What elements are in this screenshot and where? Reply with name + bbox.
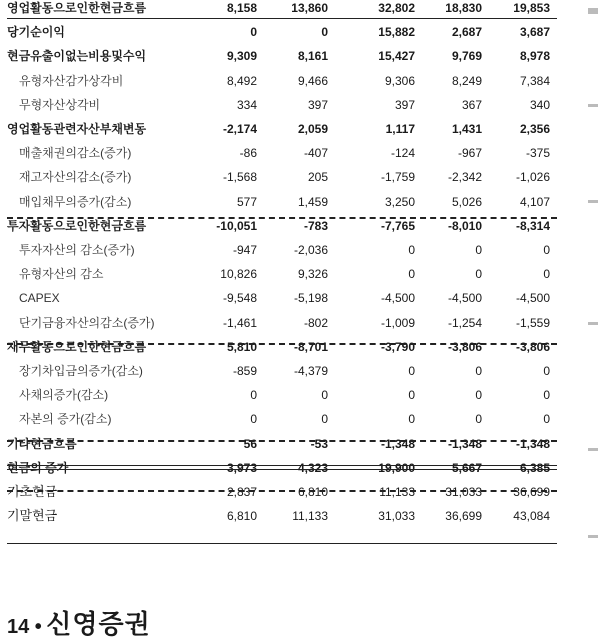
edge-mark — [588, 104, 598, 107]
row-label: 현금의 증가 — [7, 460, 69, 475]
edge-mark — [588, 448, 598, 451]
table-row — [0, 383, 560, 407]
row-label: 장기차입금의증가(감소) — [19, 364, 143, 378]
table-row — [0, 44, 560, 68]
table-row — [0, 311, 560, 335]
row-label: 기타현금흐름 — [7, 436, 77, 451]
cell-value: 0 — [475, 243, 482, 257]
row-label: 매입채무의증가(감소) — [19, 194, 132, 209]
cell-value: 8,249 — [451, 73, 482, 88]
cell-value: 2,356 — [519, 122, 550, 136]
cell-value: 8,492 — [226, 73, 257, 88]
table-row — [0, 480, 560, 504]
cell-value: -8,314 — [515, 218, 550, 233]
rule-dashed — [7, 343, 557, 345]
table-row — [0, 69, 560, 93]
table-row — [0, 335, 560, 359]
cell-value: 31,033 — [445, 485, 482, 499]
edge-mark — [588, 8, 598, 14]
row-label: 투자활동으로인한현금흐름 — [7, 218, 147, 233]
cell-value: -4,500 — [447, 291, 482, 306]
row-label: 매출채권의감소(증가) — [19, 146, 132, 161]
cell-value: -2,036 — [293, 243, 328, 257]
cell-value: -3,806 — [515, 339, 550, 354]
cell-value: 0 — [321, 412, 328, 427]
cell-value: 2,687 — [451, 25, 482, 40]
cell-value: -947 — [232, 243, 257, 257]
row-label: 유형자산감가상각비 — [19, 73, 124, 88]
cell-value: 577 — [236, 194, 257, 209]
cell-value: 9,466 — [297, 73, 328, 88]
cell-value: 0 — [408, 243, 415, 257]
cell-value: 19,853 — [513, 1, 550, 15]
cell-value: 1,117 — [385, 122, 415, 136]
cell-value: 0 — [408, 412, 415, 427]
table-row — [0, 407, 560, 431]
edge-mark — [588, 535, 598, 538]
cell-value: 5,026 — [451, 194, 482, 209]
cell-value: 8,158 — [226, 1, 257, 15]
cell-value: -10,051 — [216, 218, 257, 233]
cell-value: 8,978 — [519, 49, 550, 64]
cell-value: 5,667 — [451, 460, 482, 475]
edge-mark — [588, 322, 598, 325]
cell-value: 0 — [475, 388, 482, 403]
cell-value: -5,198 — [293, 291, 328, 306]
cell-value: 1,459 — [297, 194, 328, 209]
cell-value: -1,348 — [515, 436, 550, 451]
row-label: 투자자산의 감소(증가) — [19, 243, 135, 257]
cell-value: 0 — [543, 267, 550, 282]
cell-value: 340 — [529, 97, 550, 112]
cell-value: -1,348 — [447, 436, 482, 451]
cell-value: -859 — [232, 364, 257, 378]
cell-value: 5,810 — [226, 339, 257, 354]
edge-mark — [588, 200, 598, 203]
row-label: 기초현금 — [7, 484, 58, 499]
cell-value: -3,790 — [380, 339, 415, 354]
cell-value: -7,765 — [380, 218, 415, 233]
cell-value: 0 — [408, 267, 415, 282]
cell-value: 56 — [243, 436, 257, 451]
table-row — [0, 0, 560, 20]
cell-value: 15,427 — [378, 49, 415, 64]
cell-value: 32,802 — [378, 1, 415, 15]
row-label: 현금유출이없는비용및수익 — [7, 49, 147, 64]
cell-value: -8,701 — [293, 339, 328, 354]
cell-value: -86 — [239, 146, 257, 161]
row-label: 자본의 증가(감소) — [19, 412, 112, 427]
cell-value: 6,810 — [297, 485, 328, 499]
cell-value: 7,384 — [519, 73, 550, 88]
cell-value: 0 — [475, 364, 482, 378]
row-label: 기말현금 — [7, 508, 58, 524]
cell-value: 9,326 — [297, 267, 328, 282]
cell-value: -3,806 — [447, 339, 482, 354]
rule-dashed — [7, 440, 557, 442]
cell-value: 3,973 — [226, 460, 257, 475]
rule-dashed — [7, 217, 557, 219]
table-row — [0, 262, 560, 286]
cell-value: 4,323 — [297, 460, 328, 475]
cell-value: -967 — [457, 146, 482, 161]
rule-line — [7, 18, 557, 19]
cell-value: 3,250 — [384, 194, 415, 209]
cell-value: 9,309 — [226, 49, 257, 64]
row-label: 당기순이익 — [7, 25, 65, 40]
cell-value: 0 — [321, 25, 328, 40]
cell-value: -1,461 — [222, 315, 257, 330]
cell-value: -1,559 — [515, 315, 550, 330]
cell-value: 0 — [408, 364, 415, 378]
cell-value: -4,500 — [380, 291, 415, 306]
cell-value: 2,059 — [297, 122, 328, 136]
table-row — [0, 93, 560, 117]
rule-dashed — [7, 490, 557, 492]
cell-value: 36,699 — [513, 485, 550, 499]
cell-value: -1,009 — [380, 315, 415, 330]
cell-value: 0 — [321, 388, 328, 403]
row-label: 사채의증가(감소) — [19, 388, 109, 403]
table-row — [0, 117, 560, 141]
section-heading — [7, 604, 151, 644]
cell-value: 4,107 — [519, 194, 550, 209]
cell-value: -783 — [303, 218, 328, 233]
cell-value: 31,033 — [378, 509, 415, 524]
cell-value: 334 — [236, 97, 257, 112]
table-row — [0, 359, 560, 383]
cell-value: -375 — [525, 146, 550, 161]
cell-value: 9,306 — [384, 73, 415, 88]
cell-value: -53 — [310, 436, 328, 451]
cell-value: -9,548 — [222, 291, 257, 306]
cell-value: -1,759 — [380, 170, 415, 185]
cell-value: 2,837 — [226, 485, 257, 499]
cell-value: 18,830 — [445, 1, 482, 15]
cell-value: 397 — [394, 97, 415, 112]
cell-value: 13,860 — [291, 1, 328, 15]
cell-value: -1,348 — [380, 436, 415, 451]
cell-value: -802 — [303, 315, 328, 330]
cell-value: -4,379 — [293, 364, 328, 378]
cell-value: -1,026 — [515, 170, 550, 185]
cell-value: 397 — [307, 97, 328, 112]
row-label: 영업활동관련자산부채변동 — [7, 122, 147, 136]
cell-value: -1,568 — [222, 170, 257, 185]
section-number: 14 • — [7, 616, 42, 638]
table-row — [0, 238, 560, 262]
cell-value: 8,161 — [297, 49, 328, 64]
cell-value: 0 — [543, 412, 550, 427]
cell-value: 15,882 — [378, 25, 415, 40]
cell-value: 205 — [307, 170, 328, 185]
cell-value: 0 — [250, 412, 257, 427]
table-row — [0, 165, 560, 189]
cell-value: 11,133 — [292, 509, 328, 524]
cell-value: 0 — [543, 243, 550, 257]
row-label: 영업활동으로인한현금흐름 — [7, 1, 147, 15]
row-label: 재무활동으로인한현금흐름 — [7, 339, 147, 354]
table-row — [0, 190, 560, 214]
cell-value: 43,084 — [513, 509, 550, 524]
cell-value: 10,826 — [220, 267, 257, 282]
cell-value: -407 — [303, 146, 328, 161]
cell-value: -1,254 — [447, 315, 482, 330]
cell-value: 367 — [461, 97, 482, 112]
table-row — [0, 504, 560, 528]
cell-value: 11,133 — [379, 485, 415, 499]
cell-value: 6,810 — [226, 509, 257, 524]
row-label: CAPEX — [19, 291, 60, 306]
cell-value: 0 — [543, 364, 550, 378]
table-row — [0, 286, 560, 310]
cell-value: 0 — [475, 267, 482, 282]
cell-value: 0 — [408, 388, 415, 403]
cell-value: -2,174 — [222, 122, 257, 136]
cell-value: 0 — [250, 388, 257, 403]
cell-value: 1,431 — [451, 122, 482, 136]
cell-value: 19,900 — [378, 460, 415, 475]
rule-bottom — [7, 543, 557, 544]
cell-value: 3,687 — [519, 25, 550, 40]
cell-value: 0 — [475, 412, 482, 427]
cell-value: -8,010 — [447, 218, 482, 233]
cell-value: -124 — [390, 146, 415, 161]
cell-value: 6,385 — [519, 460, 550, 475]
row-label: 유형자산의 감소 — [19, 267, 104, 282]
cell-value: 36,699 — [445, 509, 482, 524]
table-row — [0, 432, 560, 456]
rule-double — [7, 465, 557, 470]
cell-value: -4,500 — [515, 291, 550, 306]
row-label: 단기금융자산의감소(증가) — [19, 315, 155, 330]
cell-value: 0 — [250, 25, 257, 40]
section-title: 신영증권 — [46, 609, 151, 639]
table-row — [0, 20, 560, 44]
cell-value: -2,342 — [447, 170, 482, 185]
row-label: 무형자산상각비 — [19, 97, 101, 112]
cell-value: 0 — [543, 388, 550, 403]
table-row — [0, 141, 560, 165]
cell-value: 9,769 — [451, 49, 482, 64]
row-label: 재고자산의감소(증가) — [19, 170, 132, 185]
